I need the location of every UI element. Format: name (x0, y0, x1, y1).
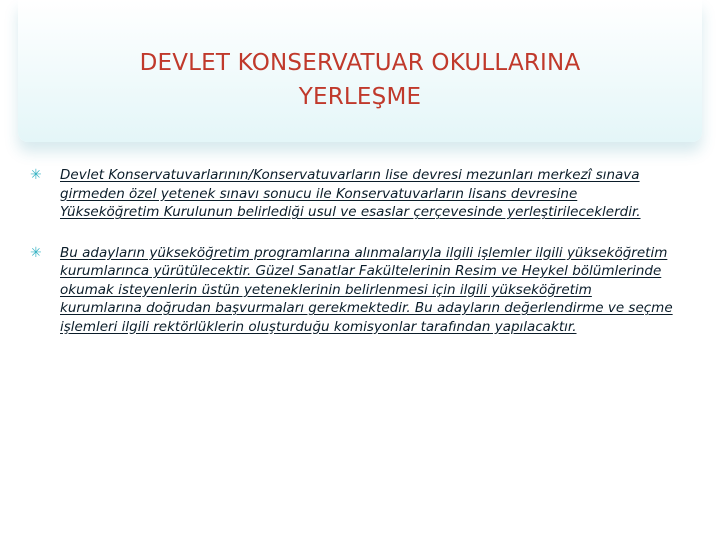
bullet-text: Bu adayların yükseköğretim programlarına alınmalarıyla ilgili işlemler ilgili yükseköğretim kurumlarınca yürütülecektir. Güzel Sanatlar Fakültelerinin Resim ve Heykel bölümlerinde okumak isteyenlerin üstün yeteneklerinin belirlenmesi için ilgili yükseköğretim kurumlarına doğrudan başvurmaları gerekmektedir. Bu adayların değerlendirme ve seçme işlemleri ilgili rektörlüklerin oluşturduğu komisyonlar tarafından yapılacaktır. (60, 244, 673, 335)
bullet-item (30, 244, 674, 337)
star-bullet-icon: ✳ (30, 167, 42, 183)
bullet-text: Devlet Konservatuvarlarının/Konservatuvarların lise devresi mezunları merkezî sınava girmeden özel yetenek sınavı sonucu ile Konservatuvarların lisans devresine Yükseköğretim Kurulunun belirlediği usul ve esaslar çerçevesinde yerleştirileceklerdir. (60, 167, 641, 220)
slide-title-line-2: YERLEŞME (298, 84, 422, 110)
slide-title-line-1: DEVLET KONSERVATUAR OKULLARINA (139, 50, 581, 76)
star-bullet-icon: ✳ (30, 244, 42, 261)
slide-title (18, 46, 702, 114)
slide-content (30, 166, 674, 358)
bullet-item (30, 166, 674, 222)
